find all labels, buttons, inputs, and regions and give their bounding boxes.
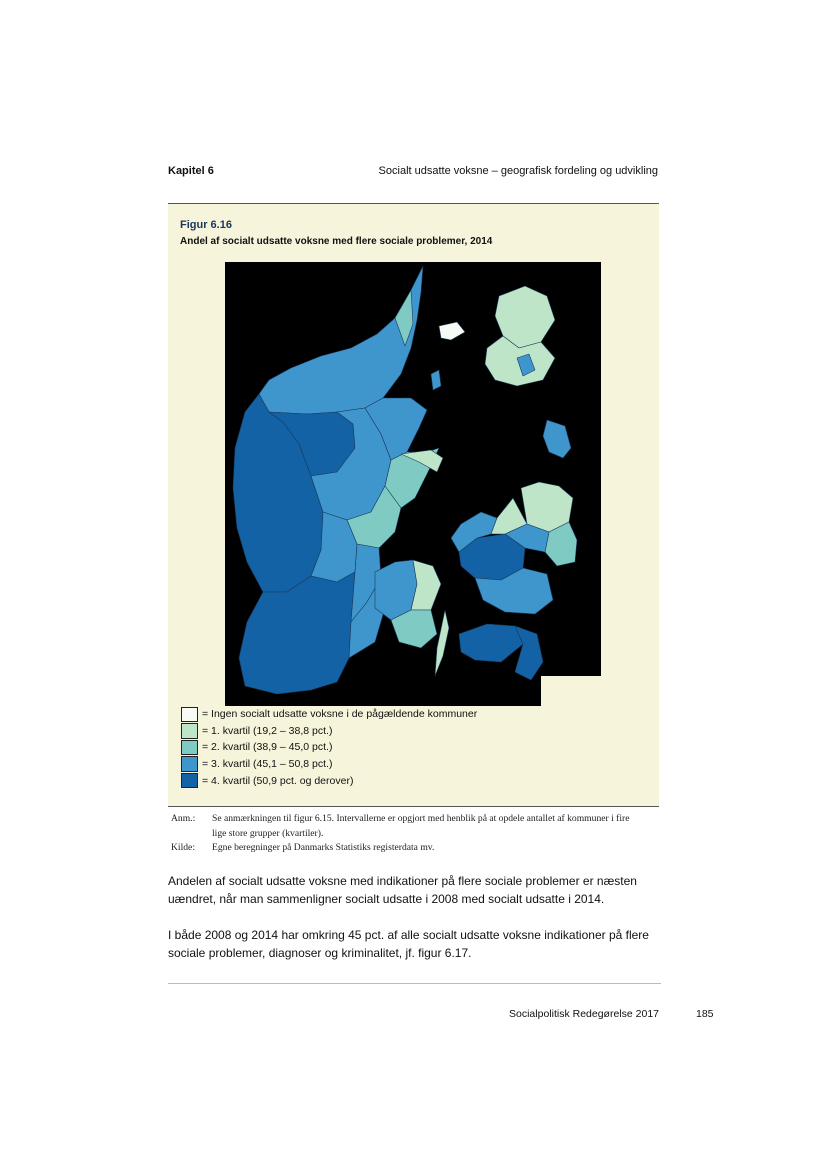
legend-item bbox=[181, 723, 477, 740]
footer-publication: Socialpolitisk Redegørelse 2017 bbox=[509, 1008, 659, 1020]
note-label: Anm.: bbox=[171, 813, 196, 824]
body-paragraph: I både 2008 og 2014 har omkring 45 pct. af alle socialt udsatte voksne indikationer på flere sociale problemer, diagnoser og kriminalitet, jf. figur 6.17. bbox=[168, 928, 649, 960]
legend-label: = 4. kvartil (50,9 pct. og derover) bbox=[202, 774, 354, 787]
footer-divider bbox=[168, 983, 661, 984]
page-number: 185 bbox=[696, 1008, 714, 1020]
legend-item bbox=[181, 739, 477, 756]
note-anm bbox=[171, 812, 671, 841]
figure-notes bbox=[171, 812, 671, 856]
legend-swatch bbox=[181, 707, 198, 723]
chapter-label: Kapitel 6 bbox=[168, 165, 214, 177]
region-samso bbox=[431, 370, 441, 390]
legend-item bbox=[181, 756, 477, 773]
figure-number: Figur 6.16 bbox=[180, 219, 232, 231]
body-paragraph: Andelen af socialt udsatte voksne med indikationer på flere sociale problemer er næsten uændret, når man sammenligner socialt udsatte i 2008 med socialt udsatte i 2014. bbox=[168, 874, 637, 906]
note-text: Egne beregninger på Danmarks Statistiks registerdata mv. bbox=[212, 842, 435, 853]
legend-label: = Ingen socialt udsatte voksne i de pågældende kommuner bbox=[202, 708, 478, 721]
legend-item bbox=[181, 772, 477, 789]
denmark-map bbox=[225, 262, 601, 706]
legend-swatch bbox=[181, 740, 198, 756]
legend-swatch bbox=[181, 773, 198, 789]
legend-swatch bbox=[181, 723, 198, 739]
legend-label: = 3. kvartil (45,1 – 50,8 pct.) bbox=[202, 758, 333, 771]
map-legend bbox=[181, 706, 477, 789]
figure-title: Andel af socialt udsatte voksne med flere sociale problemer, 2014 bbox=[180, 236, 493, 247]
note-text: Se anmærkningen til figur 6.15. Intervallerne er opgjort med henblik på at opdele antallet af kommuner i fire lige store grupper (kvartiler). bbox=[212, 813, 630, 839]
section-title: Socialt udsatte voksne – geografisk fordeling og udvikling bbox=[378, 165, 658, 177]
figure-box bbox=[168, 203, 659, 807]
legend-item bbox=[181, 706, 477, 723]
legend-swatch bbox=[181, 756, 198, 772]
note-kilde bbox=[171, 841, 671, 856]
note-label: Kilde: bbox=[171, 842, 195, 853]
legend-label: = 2. kvartil (38,9 – 45,0 pct.) bbox=[202, 741, 333, 754]
legend-label: = 1. kvartil (19,2 – 38,8 pct.) bbox=[202, 724, 333, 737]
